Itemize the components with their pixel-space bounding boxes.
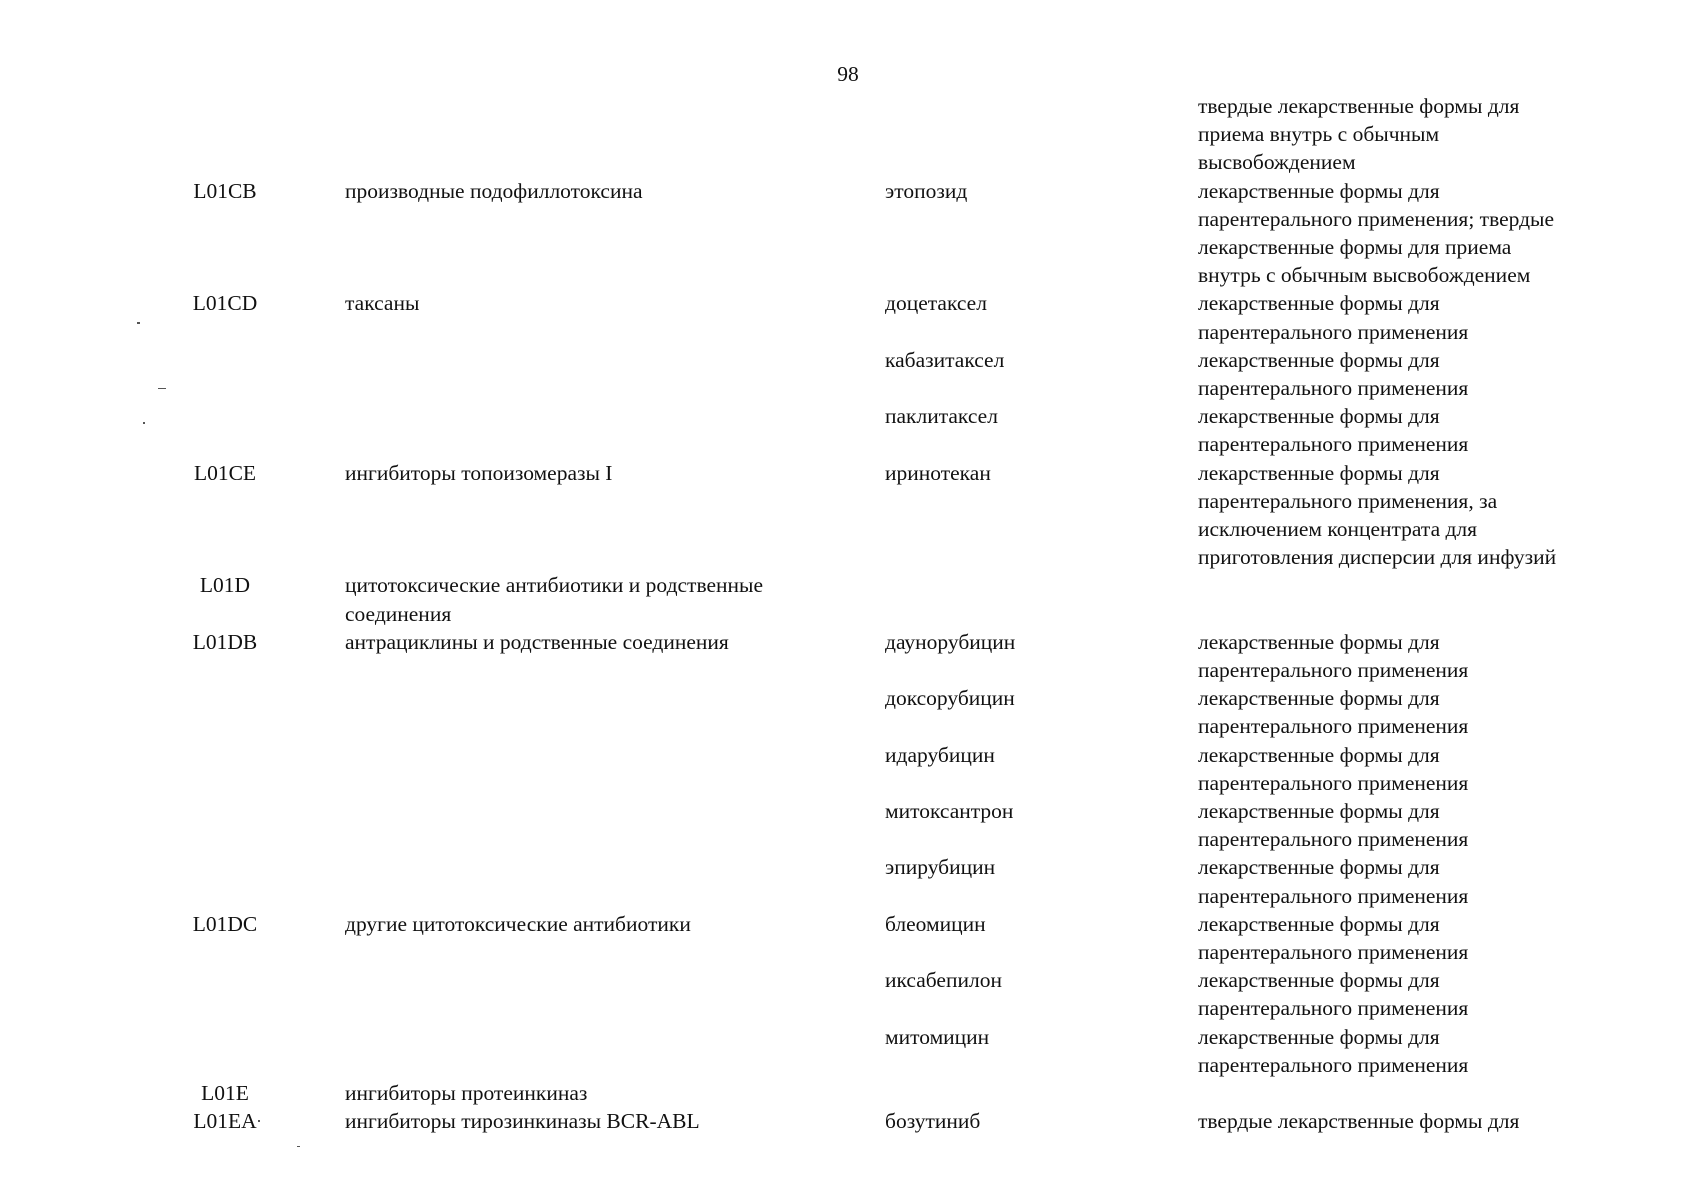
- scan-speck: [158, 388, 166, 389]
- dosage-form-line: лекарственные формы для: [1198, 911, 1440, 936]
- anatomical-group: [345, 910, 865, 938]
- dosage-form-line: лекарственные формы для приема: [1198, 235, 1512, 259]
- group-line: соединения: [345, 601, 452, 626]
- group-line: таксаны: [345, 291, 420, 316]
- dosage-form-line: твердые лекарственные формы для: [1198, 1109, 1520, 1134]
- scan-speck: [137, 322, 140, 324]
- dosage-form-line: парентерального применения: [1198, 996, 1469, 1021]
- dosage-form-line: лекарственные формы для: [1198, 686, 1440, 711]
- dosage-form: [1198, 684, 1628, 740]
- anatomical-group: [345, 1079, 865, 1107]
- drug-name: этопозид: [885, 178, 968, 203]
- group-line: ингибиторы тирозинкиназы BCR-ABL: [345, 1109, 700, 1134]
- dosage-form-line: лекарственные формы для: [1198, 742, 1440, 767]
- dosage-form-line: парентерального применения: [1198, 827, 1469, 852]
- dosage-form: [1198, 346, 1628, 402]
- atc-code: L01CE: [193, 460, 257, 485]
- dosage-form: [1198, 402, 1628, 458]
- dosage-form-line: приготовления дисперсии для инфузий: [1198, 545, 1557, 570]
- dosage-form-line: лекарственные формы для: [1198, 968, 1440, 993]
- dosage-form-line: парентерального применения: [1198, 940, 1469, 964]
- page-number: 98: [837, 62, 859, 86]
- dosage-form: [1198, 910, 1628, 966]
- dosage-form-line: лекарственные формы для: [1198, 178, 1440, 203]
- dosage-form-line: парентерального применения: [1198, 432, 1469, 457]
- group-line: ингибиторы топоизомеразы I: [345, 460, 613, 485]
- drug-name: блеомицин: [885, 911, 986, 936]
- anatomical-group: [345, 571, 865, 627]
- anatomical-group: [345, 1107, 865, 1135]
- atc-code: L01EA: [193, 1109, 257, 1134]
- atc-code: L01CB: [193, 178, 257, 203]
- atc-code: L01DB: [192, 629, 258, 654]
- dosage-form-line: лекарственные формы для: [1198, 799, 1440, 823]
- dosage-form: [1198, 289, 1628, 345]
- dosage-form-line: парентерального применения: [1198, 658, 1469, 682]
- dosage-form: [1198, 853, 1628, 909]
- dosage-form-line: парентерального применения: [1198, 714, 1469, 739]
- anatomical-group: [345, 628, 865, 656]
- drug-name: паклитаксел: [885, 404, 998, 429]
- dosage-form-line: исключением концентрата для: [1198, 517, 1478, 541]
- dosage-form-line: парентерального применения: [1198, 883, 1469, 908]
- dosage-form: [1198, 1107, 1628, 1135]
- dosage-form-line: парентерального применения, за: [1198, 488, 1498, 513]
- dosage-form: [1198, 92, 1628, 177]
- dosage-form-line: высвобождением: [1198, 150, 1356, 175]
- group-line: производные подофиллотоксина: [345, 178, 643, 203]
- scan-speck: [143, 422, 145, 424]
- dosage-form-line: лекарственные формы для: [1198, 629, 1440, 654]
- dosage-form-line: приема внутрь с обычным: [1198, 122, 1440, 147]
- dosage-form: [1198, 797, 1628, 853]
- atc-code: L01E: [201, 1081, 249, 1105]
- group-line: ингибиторы протеинкиназ: [345, 1081, 588, 1105]
- anatomical-group: [345, 177, 865, 205]
- dosage-form: [1198, 177, 1628, 290]
- anatomical-group: [345, 459, 865, 487]
- group-line: другие цитотоксические антибиотики: [345, 911, 691, 936]
- dosage-form-line: лекарственные формы для: [1198, 404, 1440, 429]
- dosage-form-line: твердые лекарственные формы для: [1198, 94, 1520, 118]
- drug-name: кабазитаксел: [885, 347, 1005, 372]
- dosage-form-line: парентерального применения: [1198, 319, 1469, 344]
- dosage-form-line: парентерального применения; твердые: [1198, 206, 1555, 231]
- dosage-form: [1198, 966, 1628, 1022]
- drug-name: митомицин: [885, 1024, 990, 1049]
- dosage-form-line: парентерального применения: [1198, 1052, 1469, 1077]
- anatomical-group: [345, 289, 865, 317]
- drug-name: доцетаксел: [885, 291, 987, 316]
- drug-name: митоксантрон: [885, 799, 1014, 823]
- dosage-form-line: лекарственные формы для: [1198, 460, 1440, 485]
- drug-name: доксорубицин: [885, 686, 1015, 711]
- drug-name: эпирубицин: [885, 855, 996, 880]
- dosage-form: [1198, 741, 1628, 797]
- dosage-form: [1198, 628, 1628, 684]
- dosage-form: [1198, 459, 1628, 572]
- drug-name: иринотекан: [885, 460, 991, 485]
- scan-speck: [258, 1120, 260, 1122]
- drug-name: идарубицин: [885, 742, 995, 767]
- scan-speck: [297, 1146, 300, 1147]
- group-line: антрациклины и родственные соединения: [345, 629, 729, 654]
- dosage-form: [1198, 1023, 1628, 1079]
- dosage-form-line: лекарственные формы для: [1198, 347, 1440, 372]
- group-line: цитотоксические антибиотики и родственные: [345, 573, 764, 598]
- dosage-form-line: внутрь с обычным высвобождением: [1198, 263, 1531, 288]
- drug-name: иксабепилон: [885, 968, 1002, 993]
- drug-name: бозутиниб: [885, 1109, 981, 1134]
- atc-code: L01D: [199, 573, 251, 598]
- dosage-form-line: парентерального применения: [1198, 376, 1469, 400]
- dosage-form-line: лекарственные формы для: [1198, 1024, 1440, 1049]
- drug-name: даунорубицин: [885, 629, 1016, 654]
- dosage-form-line: лекарственные формы для: [1198, 855, 1440, 880]
- dosage-form-line: парентерального применения: [1198, 770, 1469, 795]
- atc-code: L01DC: [192, 911, 258, 936]
- atc-code: L01CD: [192, 291, 258, 316]
- dosage-form-line: лекарственные формы для: [1198, 291, 1440, 316]
